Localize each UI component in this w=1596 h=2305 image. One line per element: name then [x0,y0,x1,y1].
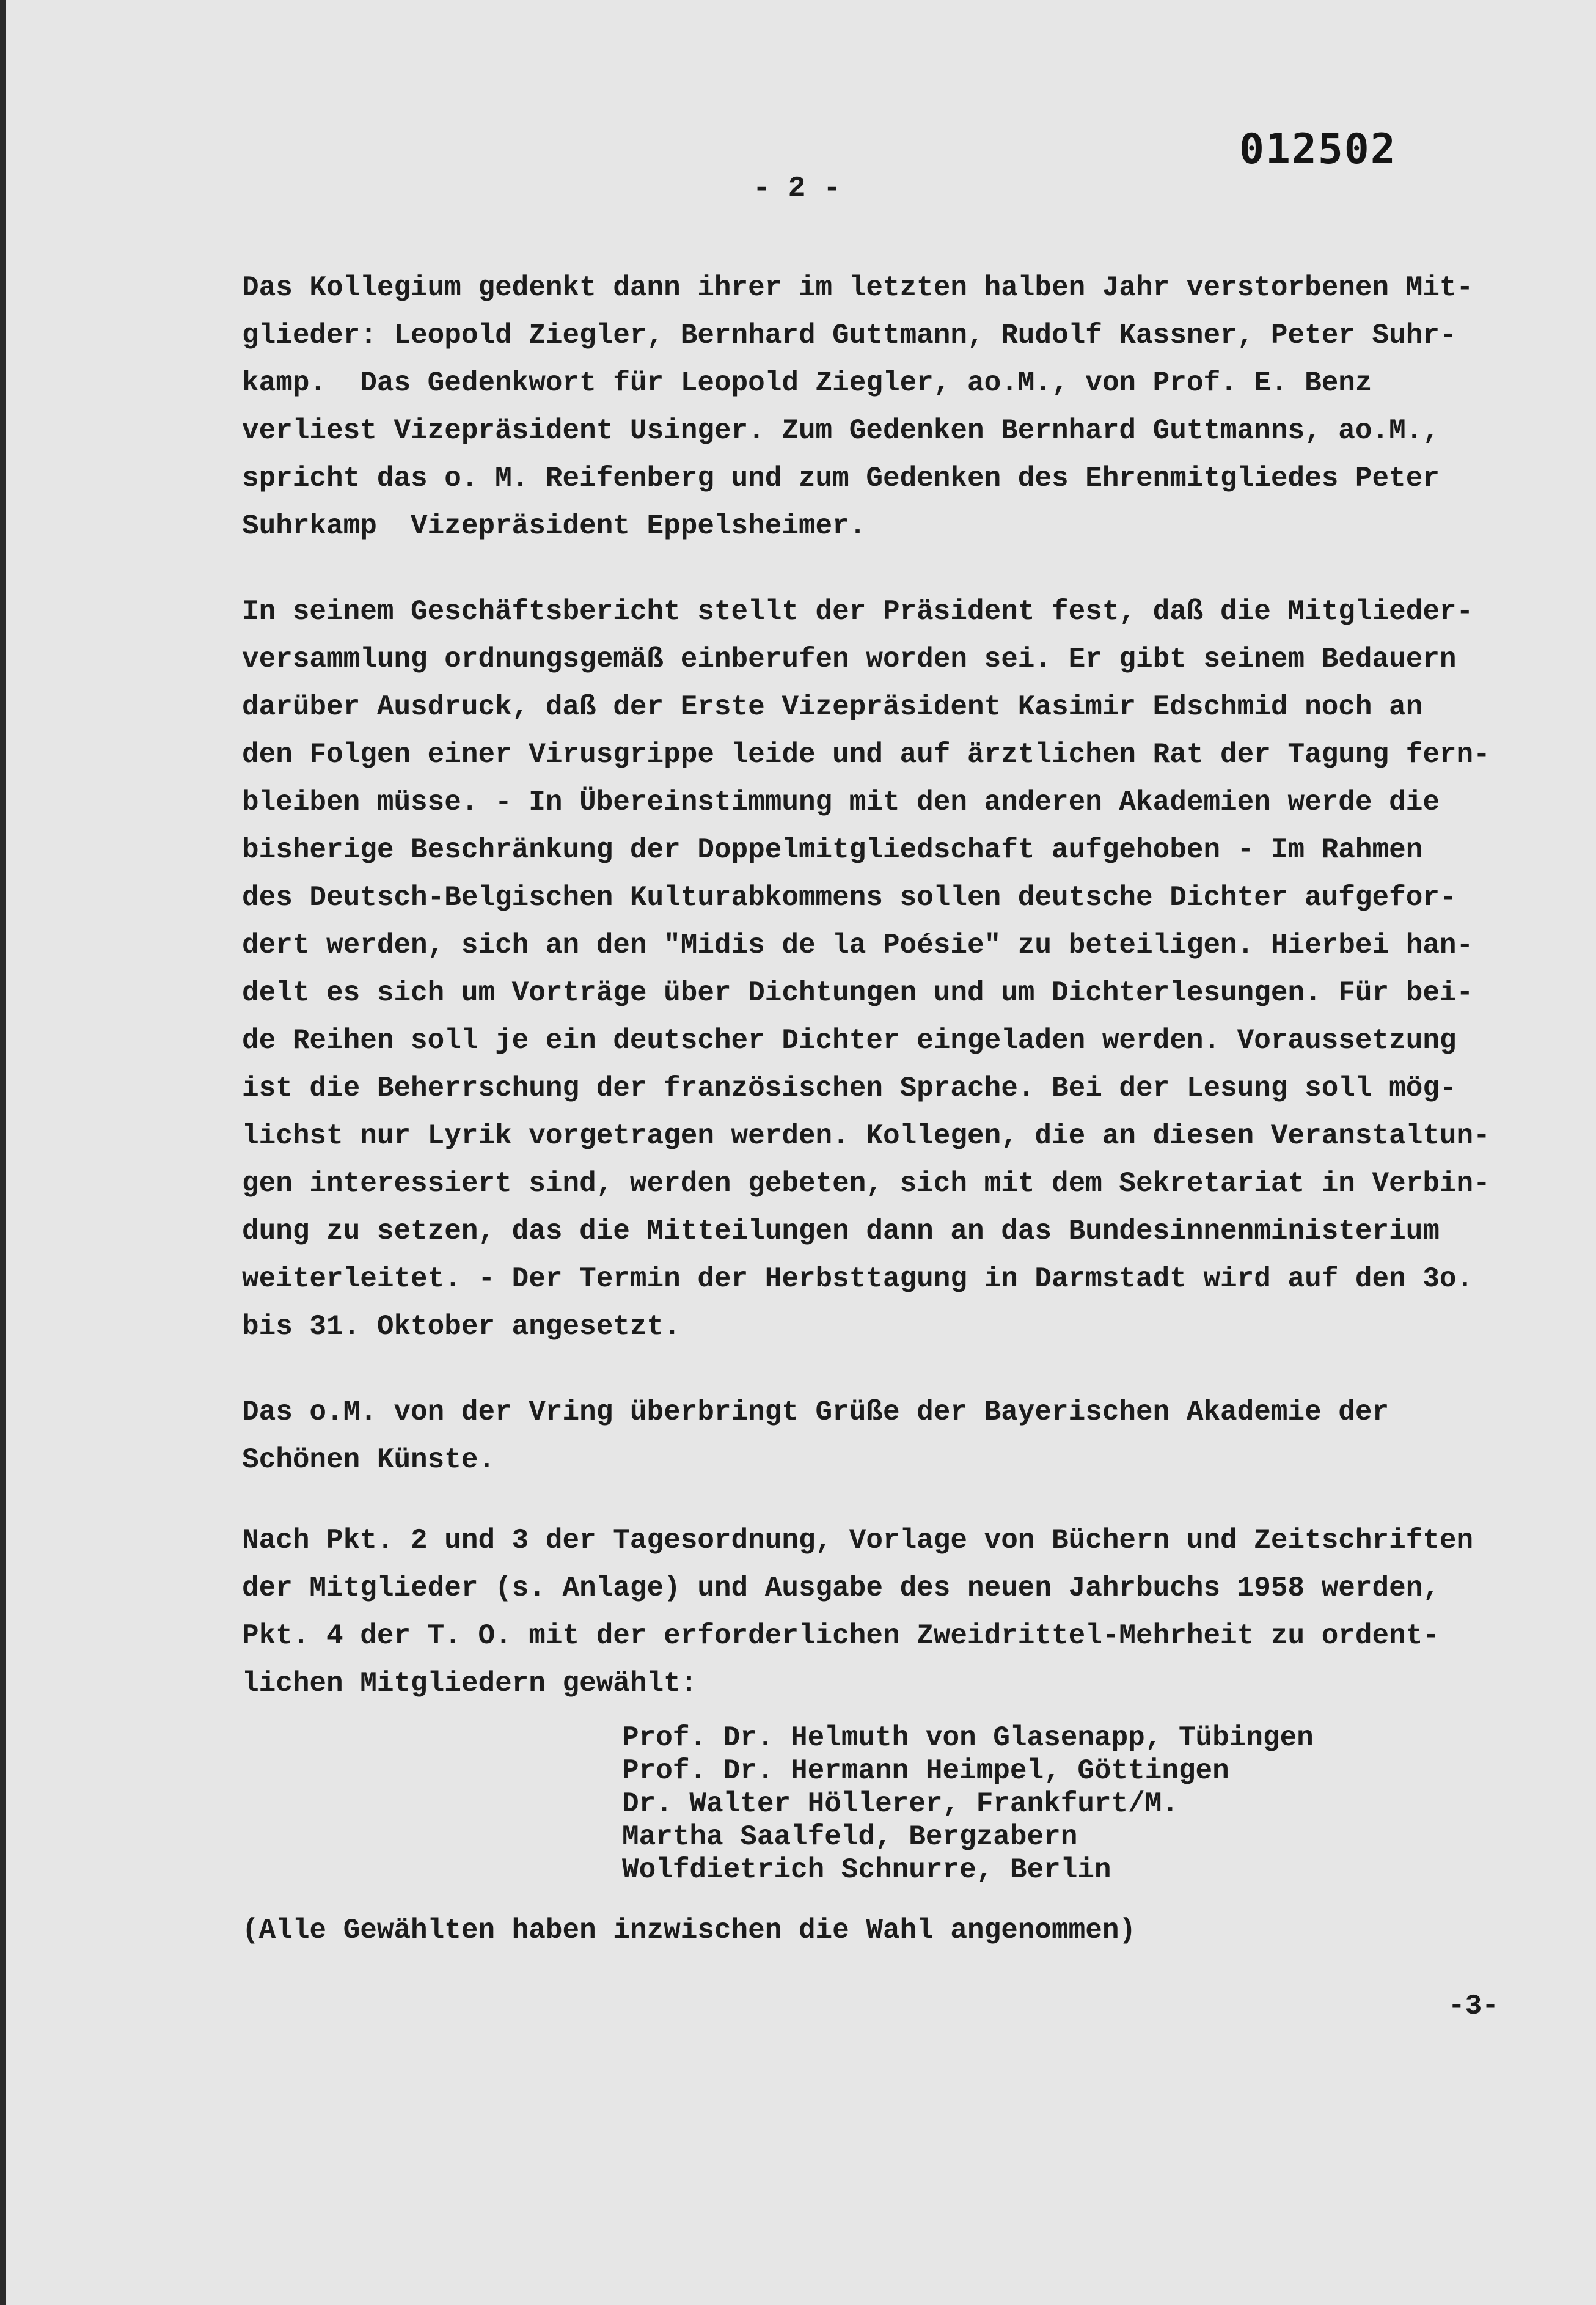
text-line: verliest Vizepräsident Usinger. Zum Gedenken Bernhard Guttmanns, ao.M., [242,415,1440,447]
text-line: des Deutsch-Belgischen Kulturabkommens sollen deutsche Dichter aufgefor- [242,882,1457,914]
page-number: - 2 - [753,172,841,205]
text-line: ist die Beherrschung der französischen Sprache. Bei der Lesung soll mög- [242,1072,1457,1104]
text-line: Nach Pkt. 2 und 3 der Tagesordnung, Vorlage von Büchern und Zeitschriften [242,1525,1474,1556]
text-line: In seinem Geschäftsbericht stellt der Präsident fest, daß die Mitglieder- [242,596,1474,628]
text-line: Suhrkamp Vizepräsident Eppelsheimer. [242,510,866,542]
paragraph-business-report [242,588,1525,1350]
list-item: Dr. Walter Höllerer, Frankfurt/M. [622,1788,1179,1820]
paragraph-greetings [242,1388,1525,1484]
text-line: delt es sich um Vorträge über Dichtungen und um Dichterlesungen. Für bei- [242,977,1474,1009]
text-line: Pkt. 4 der T. O. mit der erforderlichen Zweidrittel-Mehrheit zu ordent- [242,1620,1440,1652]
text-line: kamp. Das Gedenkwort für Leopold Ziegler, ao.M., von Prof. E. Benz [242,367,1372,399]
text-line: Schönen Künste. [242,1444,496,1476]
closing-note [242,1907,1525,1954]
paragraph-memorial [242,264,1525,550]
text-line: lichen Mitgliedern gewählt: [242,1668,698,1699]
document-number: 012502 [1239,125,1397,174]
elected-members-list [622,1721,1314,1886]
text-line: glieder: Leopold Ziegler, Bernhard Guttmann, Rudolf Kassner, Peter Suhr- [242,320,1457,351]
continuation-marker: -3- [1448,1990,1499,2022]
text-line: bis 31. Oktober angesetzt. [242,1311,681,1343]
text-line: de Reihen soll je ein deutscher Dichter eingeladen werden. Voraussetzung [242,1025,1457,1057]
text-line: weiterleitet. - Der Termin der Herbsttagung in Darmstadt wird auf den 3o. [242,1263,1474,1295]
text-line: den Folgen einer Virusgrippe leide und auf ärztlichen Rat der Tagung fern- [242,739,1490,771]
text-line: dert werden, sich an den "Midis de la Poésie" zu beteiligen. Hierbei han- [242,929,1474,961]
text-line: dung zu setzen, das die Mitteilungen dann an das Bundesinnenministerium [242,1215,1440,1247]
text-line: Das o.M. von der Vring überbringt Grüße der Bayerischen Akademie der [242,1396,1389,1428]
paragraph-election [242,1517,1525,1707]
text-line: (Alle Gewählten haben inzwischen die Wahl angenommen) [242,1915,1137,1946]
list-item: Prof. Dr. Hermann Heimpel, Göttingen [622,1755,1229,1787]
list-item: Martha Saalfeld, Bergzabern [622,1821,1078,1853]
text-line: lichst nur Lyrik vorgetragen werden. Kollegen, die an diesen Veranstaltun- [242,1120,1490,1152]
text-line: gen interessiert sind, werden gebeten, sich mit dem Sekretariat in Verbin- [242,1168,1490,1200]
text-line: Das Kollegium gedenkt dann ihrer im letzten halben Jahr verstorbenen Mit- [242,272,1474,304]
text-line: darüber Ausdruck, daß der Erste Vizepräsident Kasimir Edschmid noch an [242,691,1423,723]
text-line: der Mitglieder (s. Anlage) und Ausgabe des neuen Jahrbuchs 1958 werden, [242,1572,1440,1604]
text-line: bisherige Beschränkung der Doppelmitgliedschaft aufgehoben - Im Rahmen [242,834,1423,866]
text-line: bleiben müsse. - In Übereinstimmung mit den anderen Akademien werde die [242,786,1440,818]
list-item: Wolfdietrich Schnurre, Berlin [622,1854,1111,1886]
text-line: versammlung ordnungsgemäß einberufen worden sei. Er gibt seinem Bedauern [242,643,1457,675]
text-line: spricht das o. M. Reifenberg und zum Gedenken des Ehrenmitgliedes Peter [242,463,1440,494]
list-item: Prof. Dr. Helmuth von Glasenapp, Tübingen [622,1722,1314,1754]
